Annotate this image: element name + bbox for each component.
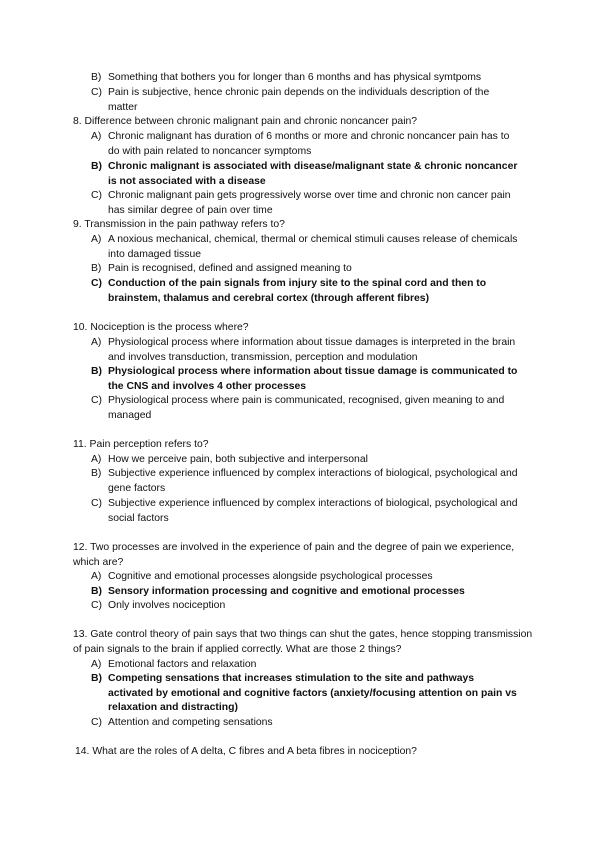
option-letter: C): [91, 717, 102, 728]
q13-option-a: [91, 658, 521, 673]
option-letter: C): [91, 498, 102, 509]
option-text: Something that bothers you for longer than 6 months and has physical symtpoms: [108, 72, 482, 83]
q8-option-a: [91, 130, 521, 159]
q12-option-a: [91, 570, 521, 585]
option-text: Chronic malignant is associated with disease/malignant state & chronic noncancer is not associated with a disease: [108, 161, 518, 187]
q9-option-a: [91, 233, 521, 262]
option-text: Competing sensations that increases stimulation to the site and pathways activated by emotional and cognitive factors (anxiety/focusing attention on pain vs relaxation and distracting): [108, 673, 517, 713]
q12-option-c: [91, 599, 521, 614]
q8-option-c: [91, 189, 521, 218]
option-text: Sensory information processing and cognitive and emotional processes: [108, 586, 465, 597]
option-text: Subjective experience influenced by complex interactions of biological, psychological and gene factors: [108, 468, 518, 494]
q13-option-b-correct: [91, 672, 521, 716]
option-letter: B): [91, 673, 102, 684]
option-letter: B): [91, 263, 102, 274]
question-text: 13. Gate control theory of pain says that two things can shut the gates, hence stopping transmission of pain signals to the brain if applied correctly. What are those 2 things?: [73, 629, 533, 655]
q7-option-c: [91, 86, 521, 115]
option-letter: B): [91, 468, 102, 479]
option-text: Physiological process where information about tissue damage is communicated to the CNS and involves 4 other processes: [108, 366, 518, 392]
question-text: 9. Transmission in the pain pathway refers to?: [73, 219, 285, 230]
option-text: Conduction of the pain signals from injury site to the spinal cord and then to brainstem, thalamus and cerebral cortex (through afferent fibres): [108, 278, 487, 304]
option-text: Chronic malignant pain gets progressively worse over time and chronic non cancer pain has similar degree of pain over time: [108, 190, 511, 216]
q9-option-b: [91, 262, 521, 277]
option-letter: A): [91, 571, 102, 582]
q11-option-b: [91, 467, 521, 496]
q11-option-a: [91, 453, 521, 468]
option-letter: B): [91, 72, 102, 83]
question-text: 11. Pain perception refers to?: [73, 439, 209, 450]
option-letter: A): [91, 337, 102, 348]
q11-option-c: [91, 497, 521, 526]
q10-option-c: [91, 394, 521, 423]
option-text: Attention and competing sensations: [108, 717, 273, 728]
option-text: Cognitive and emotional processes alongside psychological processes: [108, 571, 433, 582]
option-letter: C): [91, 190, 102, 201]
option-text: Subjective experience influenced by complex interactions of biological, psychological and social factors: [108, 498, 518, 524]
option-letter: B): [91, 366, 102, 377]
q13-option-c: [91, 716, 521, 731]
option-text: How we perceive pain, both subjective and interpersonal: [108, 454, 368, 465]
option-letter: B): [91, 586, 102, 597]
question-text: 14. What are the roles of A delta, C fibres and A beta fibres in nociception?: [75, 746, 417, 757]
option-letter: A): [91, 234, 102, 245]
option-letter: C): [91, 278, 102, 289]
option-text: Pain is recognised, defined and assigned meaning to: [108, 263, 352, 274]
option-letter: C): [91, 87, 102, 98]
option-letter: C): [91, 395, 102, 406]
option-text: Chronic malignant has duration of 6 months or more and chronic noncancer pain has to do with pain related to noncancer symptoms: [108, 131, 510, 157]
option-letter: C): [91, 600, 102, 611]
q7-option-b: [91, 71, 521, 86]
option-letter: B): [91, 161, 102, 172]
q9-option-c-correct: [91, 277, 521, 306]
option-letter: A): [91, 131, 102, 142]
q10-option-a: [91, 336, 521, 365]
option-text: A noxious mechanical, chemical, thermal or chemical stimuli causes release of chemicals into damaged tissue: [108, 234, 518, 260]
q8-option-b-correct: [91, 160, 521, 189]
option-text: Physiological process where information about tissue damages is interpreted in the brain and involves transduction, transmission, perception and modulation: [108, 337, 516, 363]
option-text: Pain is subjective, hence chronic pain depends on the individuals description of the matter: [108, 87, 490, 113]
option-text: Physiological process where pain is communicated, recognised, given meaning to and managed: [108, 395, 505, 421]
option-letter: A): [91, 659, 102, 670]
q10-option-b-correct: [91, 365, 521, 394]
question-text: 12. Two processes are involved in the experience of pain and the degree of pain we experience, which are?: [73, 542, 515, 568]
question-text: 10. Nociception is the process where?: [73, 322, 249, 333]
q12-option-b-correct: [91, 585, 521, 600]
option-text: Only involves nociception: [108, 600, 226, 611]
question-text: 8. Difference between chronic malignant pain and chronic noncancer pain?: [73, 116, 418, 127]
option-text: Emotional factors and relaxation: [108, 659, 257, 670]
option-letter: A): [91, 454, 102, 465]
